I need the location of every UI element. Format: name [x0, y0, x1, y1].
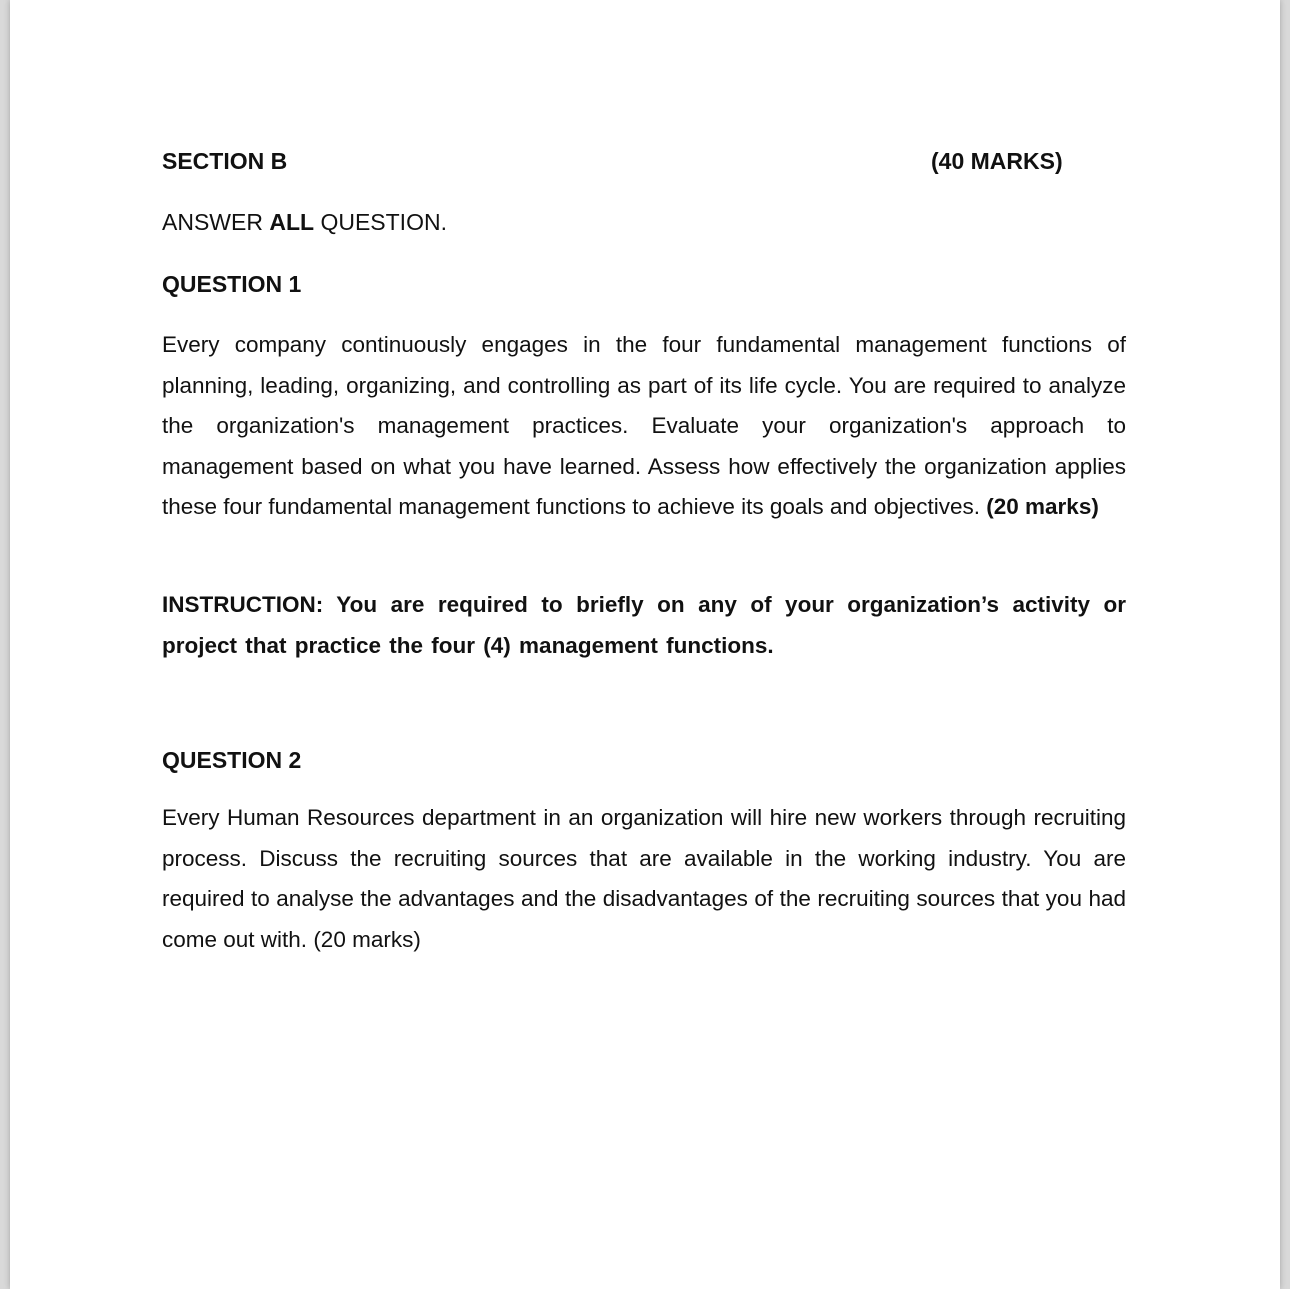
- text: QUESTION.: [314, 209, 447, 235]
- section-title: SECTION B: [162, 148, 288, 174]
- question-1-instruction: INSTRUCTION: You are required to briefly on any of your organization’s activity or project that practice the four (4) management functions.: [162, 592, 1126, 658]
- bold-text: ALL: [269, 209, 315, 235]
- question-1-body: [162, 325, 1126, 528]
- text: ANSWER: [162, 209, 270, 235]
- q1-text: Every company continuously engages in the four fundamental management functions of planning, leading, organizing, and controlling as part of its life cycle. You are required to analyze the organization's management practices. Evaluate your organization's approach to management based on what you have learned. Assess how effectively the organization applies these four fundamental management functions to achieve its goals and objectives.: [162, 332, 1126, 519]
- document-page: [10, 0, 1280, 1289]
- question-2-title: QUESTION 2: [162, 747, 302, 773]
- question-2-body: Every Human Resources department in an organization will hire new workers through recruiting process. Discuss the recruiting sources that are available in the working industry. You are required to analyse the advantages and the disadvantages of the recruiting sources that you had come out with. (20 marks): [162, 805, 1126, 952]
- section-marks: (40 MARKS): [931, 148, 1063, 174]
- answer-instruction: [162, 209, 447, 236]
- q1-marks: (20 marks): [986, 494, 1099, 519]
- question-1-title: QUESTION 1: [162, 271, 302, 297]
